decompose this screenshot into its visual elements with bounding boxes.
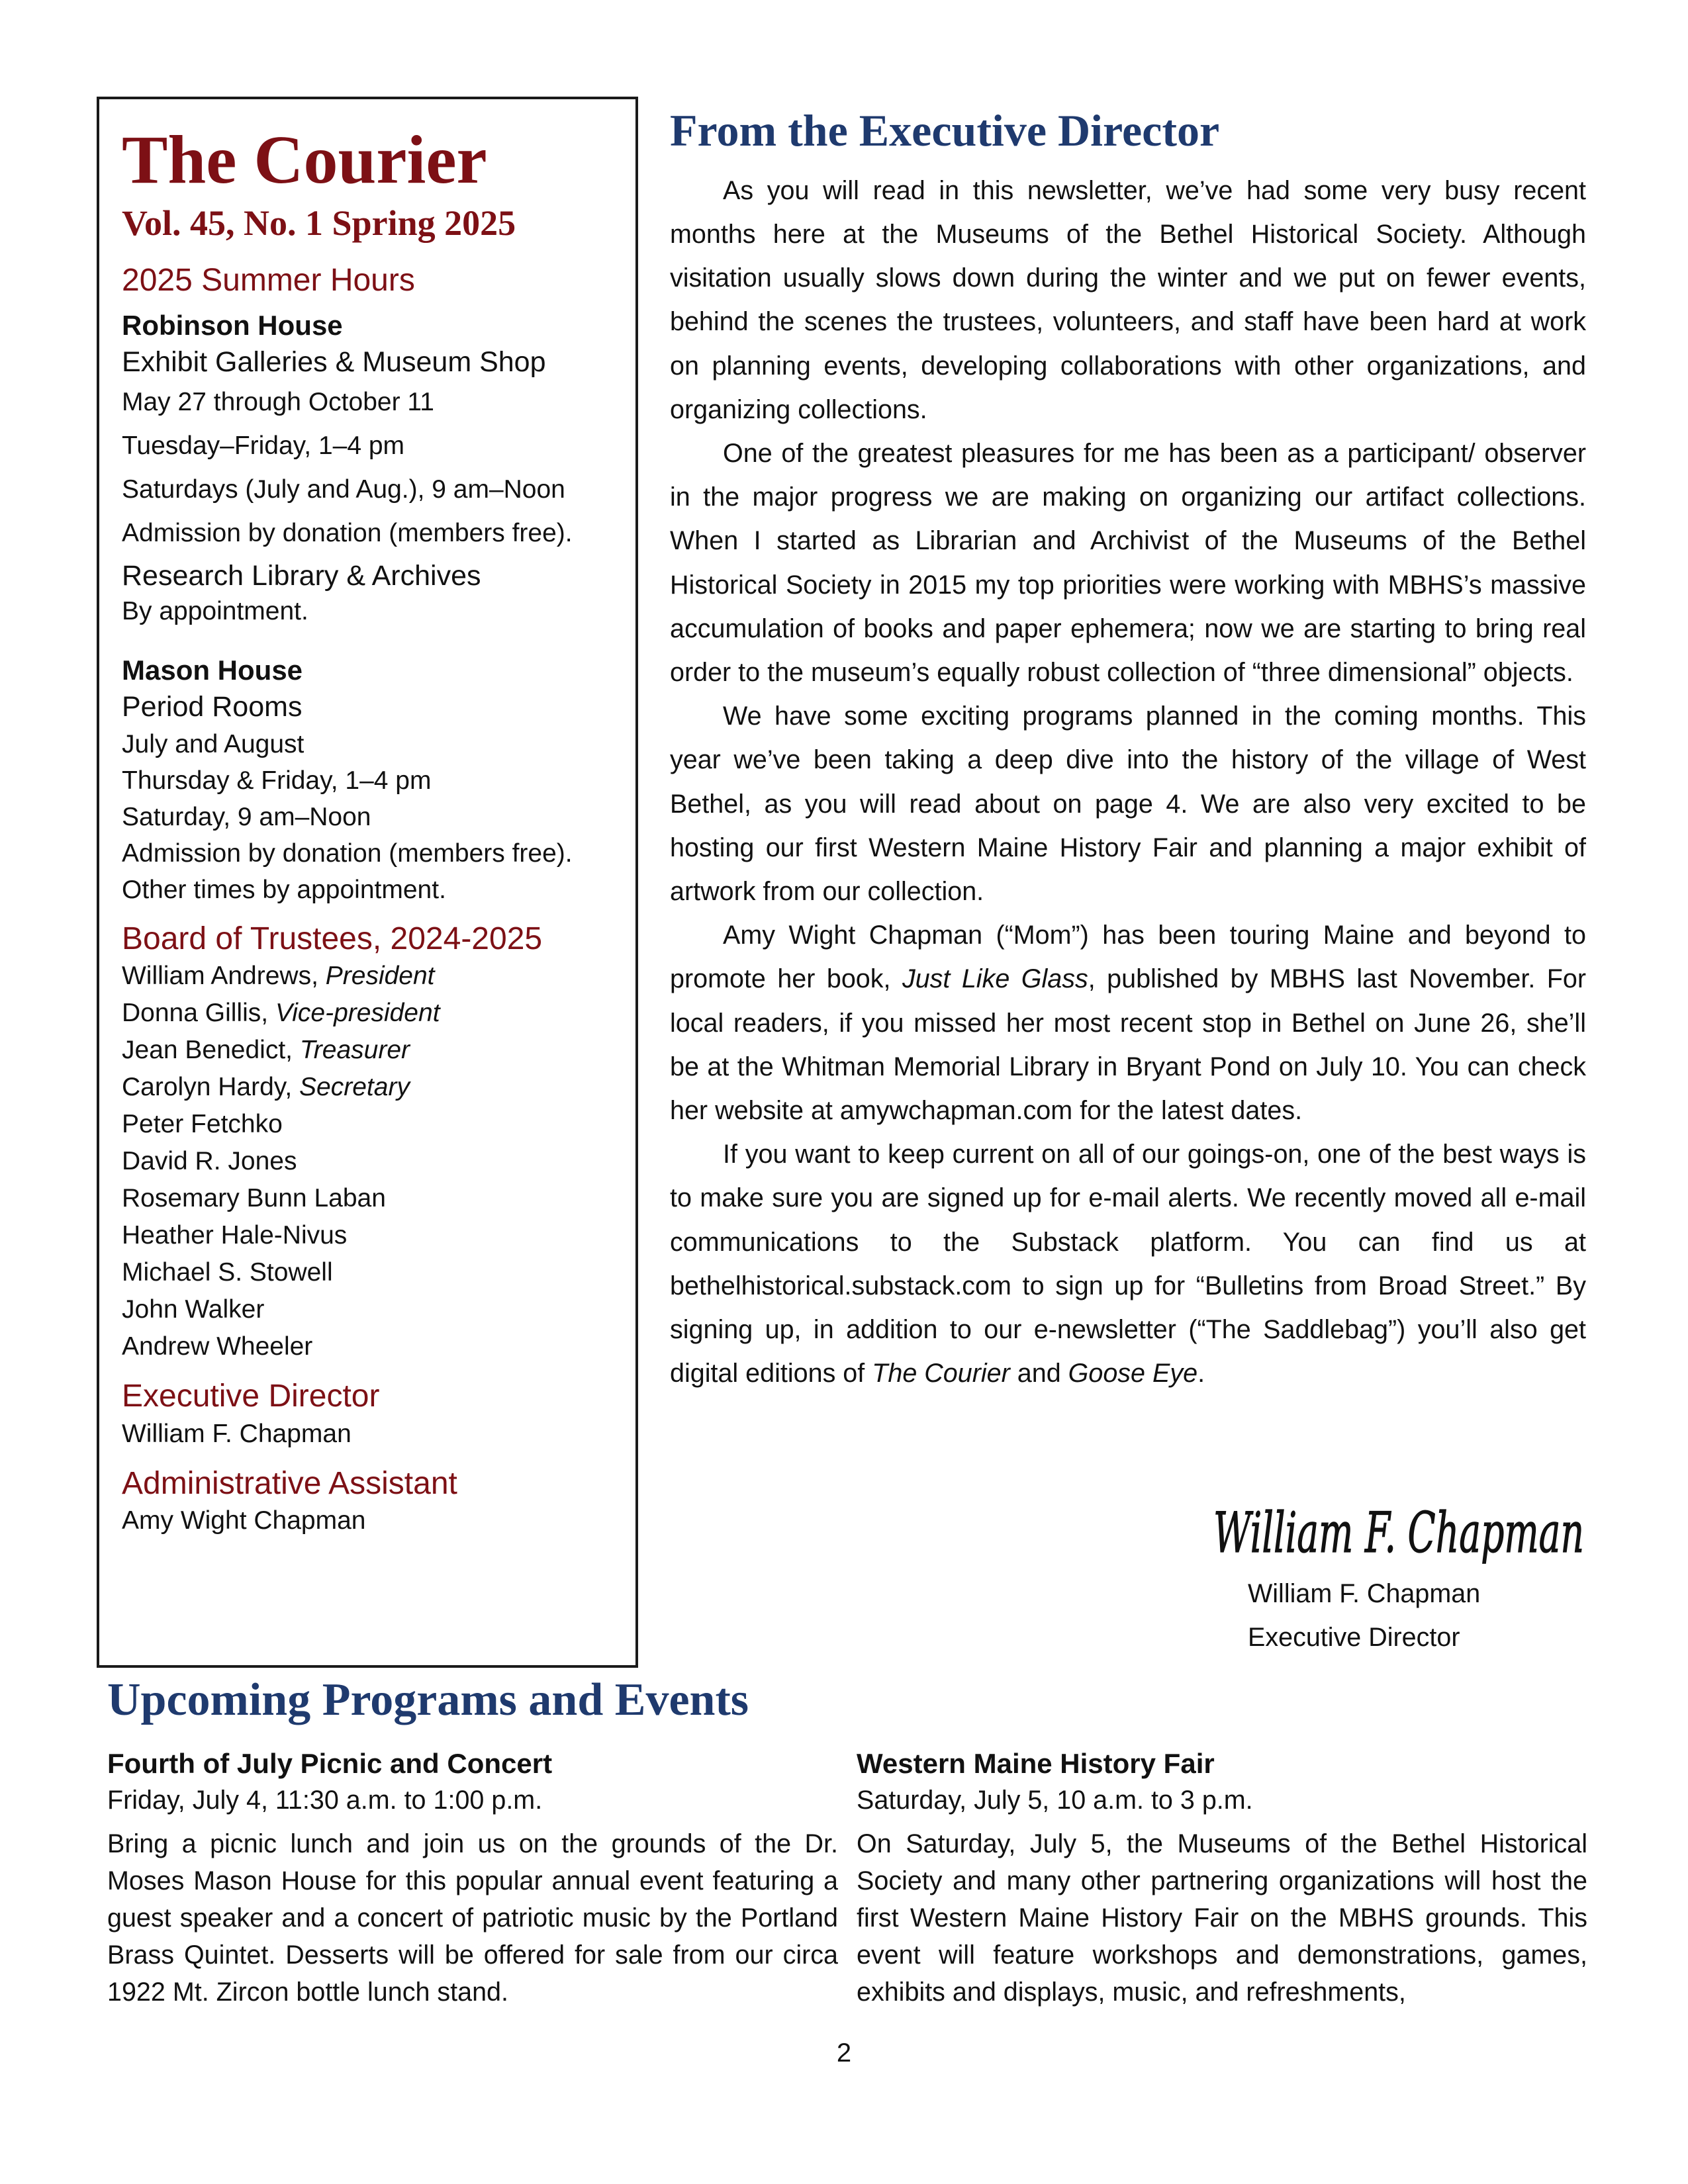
robinson-house-name: Robinson House — [122, 309, 343, 341]
robinson-hours — [122, 381, 635, 555]
upcoming-events-section — [107, 1674, 1587, 2007]
board-member: Michael S. Stowell — [122, 1258, 333, 1287]
text-run: . — [1197, 1359, 1205, 1388]
summer-hours-heading: 2025 Summer Hours — [122, 263, 415, 298]
officer-name: Donna Gillis, — [122, 999, 269, 1028]
page-number: 2 — [836, 2038, 852, 2068]
article-paragraph: As you will read in this newsletter, we’ve had some very busy recent months here at the Museums of the Bethel Historical Society. Although visitation usually slows down during the winter and we put on fewer events, behind the scenes the trustees, volunteers, and staff have been hard at work on planning events, developing collaborations with other organizations, and organizing collections. — [670, 175, 1586, 424]
board-officer — [122, 995, 635, 1032]
officer-name: William Andrews, — [122, 962, 318, 991]
text-run: and — [1009, 1359, 1068, 1388]
administrative-assistant-name: Amy Wight Chapman — [122, 1506, 366, 1535]
article-paragraph — [670, 913, 1586, 1132]
mason-hours-line: Admission by donation (members free). — [122, 839, 573, 868]
robinson-hours-line: May 27 through October 11 — [122, 388, 434, 417]
officer-name: Jean Benedict, — [122, 1036, 293, 1065]
board-officer — [122, 958, 635, 995]
board-list — [122, 958, 635, 1365]
event-description: On Saturday, July 5, the Museums of the Bethel Historical Society and many other partnering organizations will host the first Western Maine History Fair on the MBHS grounds. This event will feature workshops and demonstrations, games, exhibits and displays, music, and refreshments, — [857, 1829, 1587, 2007]
article-paragraph — [670, 1132, 1586, 1395]
event-item — [107, 1746, 838, 2011]
sidebar-info-box — [97, 97, 638, 1668]
board-member: Rosemary Bunn Laban — [122, 1184, 386, 1213]
mason-hours — [122, 726, 635, 908]
officer-role: Vice-president — [275, 999, 440, 1028]
signature-block — [1208, 1486, 1605, 1659]
publication-title: The Courier — [872, 1359, 1010, 1388]
publication-title: Goose Eye — [1068, 1359, 1198, 1388]
board-member: John Walker — [122, 1295, 265, 1324]
administrative-assistant-heading: Administrative Assistant — [122, 1465, 457, 1501]
officer-role: Secretary — [299, 1073, 410, 1102]
board-member: Peter Fetchko — [122, 1110, 283, 1139]
book-title: Just Like Glass — [902, 964, 1088, 994]
officer-role: Treasurer — [299, 1036, 410, 1065]
robinson-hours-line: Tuesday–Friday, 1–4 pm — [122, 432, 405, 461]
signer-name: William F. Chapman — [1248, 1579, 1481, 1608]
event-date: Friday, July 4, 11:30 a.m. to 1:00 p.m. — [107, 1785, 543, 1815]
mason-hours-line: Other times by appointment. — [122, 875, 446, 904]
officer-name: Carolyn Hardy, — [122, 1073, 293, 1102]
research-library-note: By appointment. — [122, 597, 308, 626]
article-paragraph: One of the greatest pleasures for me has been as a participant/ observer in the major progress we are making on organizing our artifact collections. When I started as Librarian and Archivist of the Museums of the Bethel Historical Society in 2015 my top priorities were working with MBHS’s massive accumulation of books and paper ephemera; now we are starting to bring real order to the museum’s equally robust collection of “three dimensional” objects. — [670, 439, 1586, 688]
robinson-hours-line: Saturdays (July and Aug.), 9 am–Noon — [122, 475, 565, 504]
executive-director-name: William F. Chapman — [122, 1419, 352, 1448]
masthead-volume: Vol. 45, No. 1 Spring 2025 — [122, 203, 516, 243]
robinson-house-subtitle: Exhibit Galleries & Museum Shop — [122, 345, 546, 378]
text-run: If you want to keep current on all of our goings-on, one of the best ways is to make sure you are signed up for e-mail alerts. We recently moved all e-mail communications to the Substack platform. You can find us at bethelhistorical.substack.com to sign up for “Bulletins from Broad Street.” By signing up, in addition to our e-newsletter (“The Saddlebag”) you’ll also get digital editions of — [670, 1140, 1586, 1388]
board-of-trustees-heading: Board of Trustees, 2024-2025 — [122, 921, 543, 956]
mason-house-subtitle: Period Rooms — [122, 690, 303, 723]
signature-script: William F. Chapman — [1213, 1500, 1584, 1565]
article-paragraph: We have some exciting programs planned in the coming months. This year we’ve been taking a deep dive into the history of the village of West Bethel, as you will read about on page 4. We are also very excited to be hosting our first Western Maine History Fair and planning a major exhibit of artwork from our collection. — [670, 702, 1586, 907]
event-description: Bring a picnic lunch and join us on the grounds of the Dr. Moses Mason House for this popular annual event featuring a guest speaker and a concert of patriotic music by the Portland Brass Quintet. Desserts will be offered for sale from our circa 1922 Mt. Zircon bottle lunch stand. — [107, 1829, 838, 2007]
board-member: Andrew Wheeler — [122, 1332, 313, 1361]
executive-director-heading: Executive Director — [122, 1379, 380, 1414]
research-library-title: Research Library & Archives — [122, 560, 481, 592]
events-title: Upcoming Programs and Events — [107, 1674, 749, 1725]
board-officer — [122, 1069, 635, 1106]
event-date: Saturday, July 5, 10 a.m. to 3 p.m. — [857, 1785, 1253, 1815]
event-title: Western Maine History Fair — [857, 1748, 1215, 1779]
text-run: , published by MBHS last November. For local readers, if you missed her most recent stop in Bethel on June 26, she’ll be at the Whitman Memorial Library in Bryant Pond on July 10. You can check her website at amywchapman.com for the latest dates. — [670, 964, 1587, 1126]
board-officer — [122, 1032, 635, 1069]
mason-hours-line: Thursday & Friday, 1–4 pm — [122, 766, 432, 795]
handwritten-signature — [1208, 1486, 1592, 1572]
mason-house-name: Mason House — [122, 655, 303, 686]
masthead-title: The Courier — [122, 122, 487, 198]
mason-hours-line: July and August — [122, 729, 305, 758]
text-run: Amy Wight Chapman (“Mom”) has been touring Maine and beyond to promote her book, — [670, 921, 1586, 994]
board-member: David R. Jones — [122, 1147, 297, 1176]
executive-director-article — [670, 106, 1586, 1395]
signer-title: Executive Director — [1248, 1623, 1460, 1652]
article-title: From the Executive Director — [670, 105, 1220, 156]
robinson-hours-line: Admission by donation (members free). — [122, 519, 573, 548]
event-item — [857, 1746, 1587, 2011]
board-member: Heather Hale-Nivus — [122, 1221, 348, 1250]
officer-role: President — [325, 962, 435, 991]
event-title: Fourth of July Picnic and Concert — [107, 1748, 553, 1779]
article-body — [670, 169, 1586, 1396]
mason-hours-line: Saturday, 9 am–Noon — [122, 802, 371, 831]
